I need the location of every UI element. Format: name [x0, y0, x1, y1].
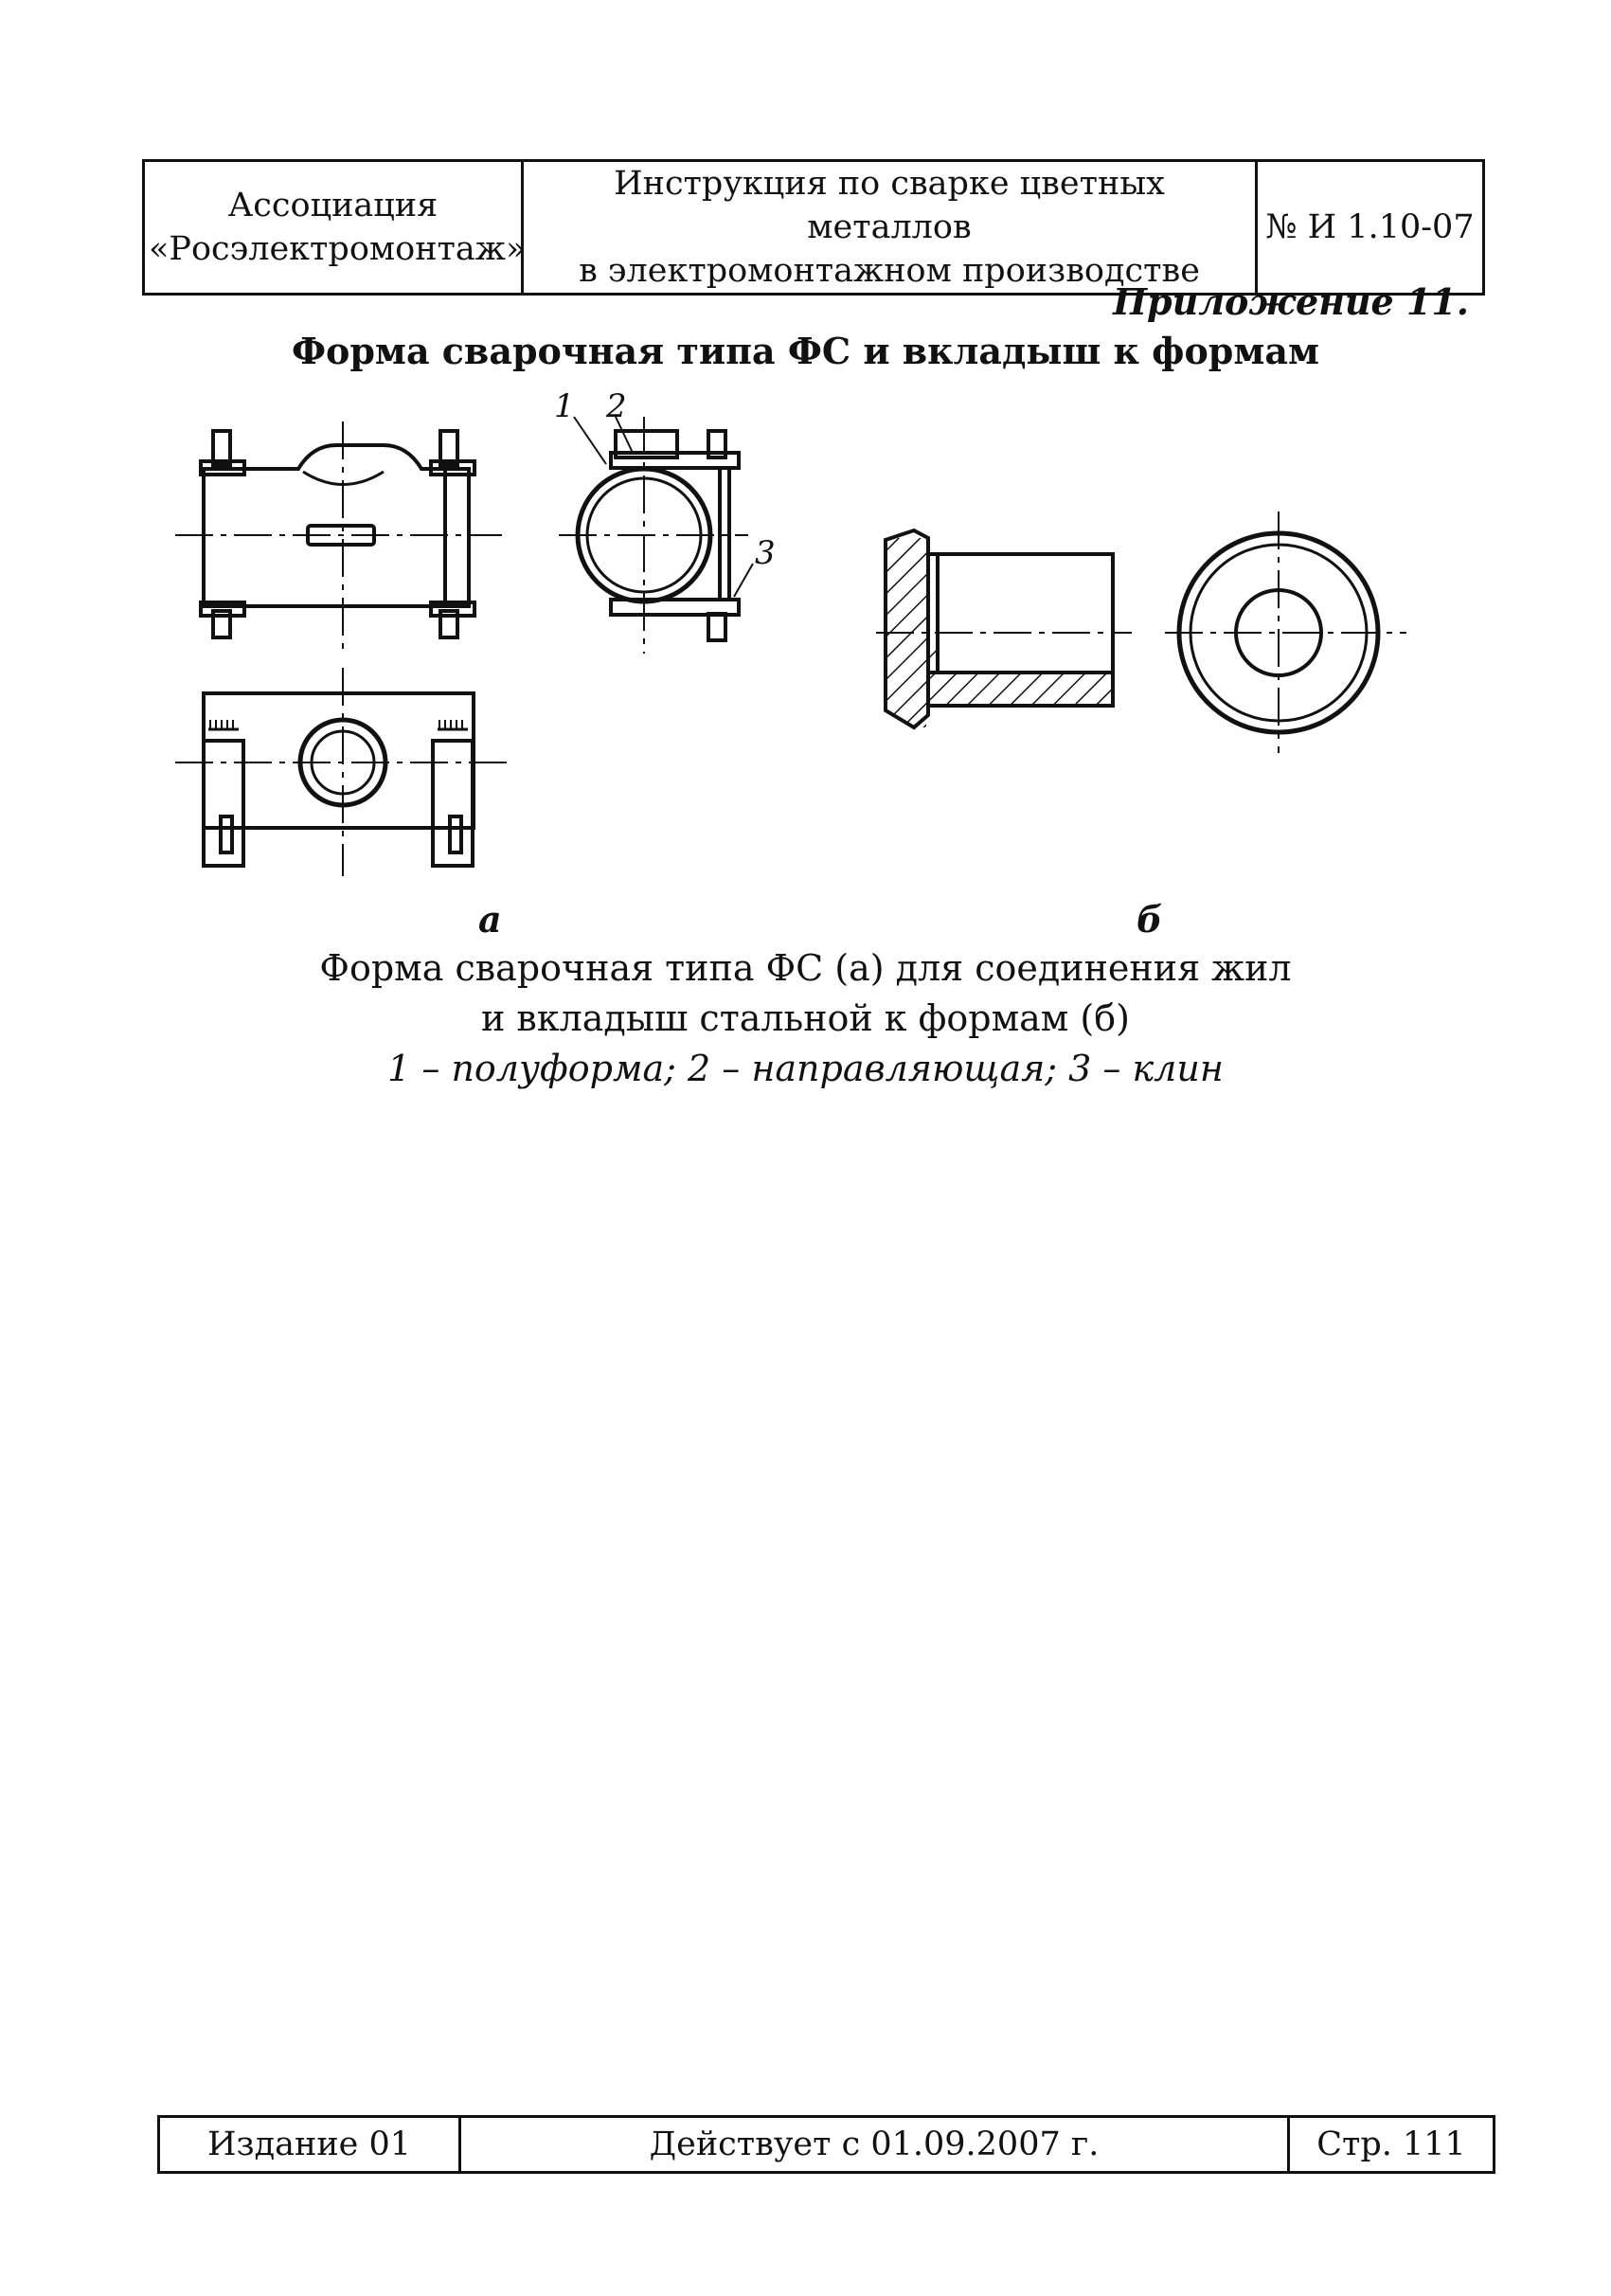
- footer-effective-date: Действует с 01.09.2007 г.: [460, 2117, 1289, 2173]
- footer-edition: Издание 01: [159, 2117, 460, 2173]
- footer-table: [157, 2115, 1495, 2174]
- page-title: Форма сварочная типа ФС и вкладыш к формам: [291, 330, 1320, 372]
- figure-sub-label-b: б: [1137, 898, 1163, 941]
- callout-3: 3: [755, 534, 776, 572]
- liner-end-view: [1165, 511, 1406, 753]
- callout-2: 2: [606, 387, 627, 425]
- mold-front-view: [175, 422, 502, 654]
- header-org-line1: Ассоциация: [227, 187, 439, 224]
- appendix-label: Приложение 11.: [1113, 280, 1469, 323]
- figure-sub-label-a: а: [478, 898, 502, 941]
- figure-caption-line2: и вкладыш стальной к формам (б): [481, 997, 1130, 1039]
- mold-plan-view: [175, 668, 507, 876]
- header-document-number: № И 1.10-07: [1257, 161, 1484, 295]
- footer-page-number: Стр. 111: [1289, 2117, 1495, 2173]
- figure-legend: 1 – полуформа; 2 – направляющая; 3 – клин: [387, 1048, 1224, 1089]
- header-org-line2: «Росэлектромонтаж»: [149, 230, 527, 268]
- header-title-line2: в электромонтажном производстве: [579, 252, 1200, 290]
- mold-side-view: [559, 417, 753, 654]
- liner-section-view: [876, 530, 1132, 727]
- figure-caption-line1: Форма сварочная типа ФС (а) для соединения жил: [319, 947, 1292, 989]
- header-title-line1: Инструкция по сварке цветных металлов: [614, 165, 1165, 246]
- technical-drawing: [0, 0, 1611, 909]
- callout-1: 1: [554, 387, 575, 425]
